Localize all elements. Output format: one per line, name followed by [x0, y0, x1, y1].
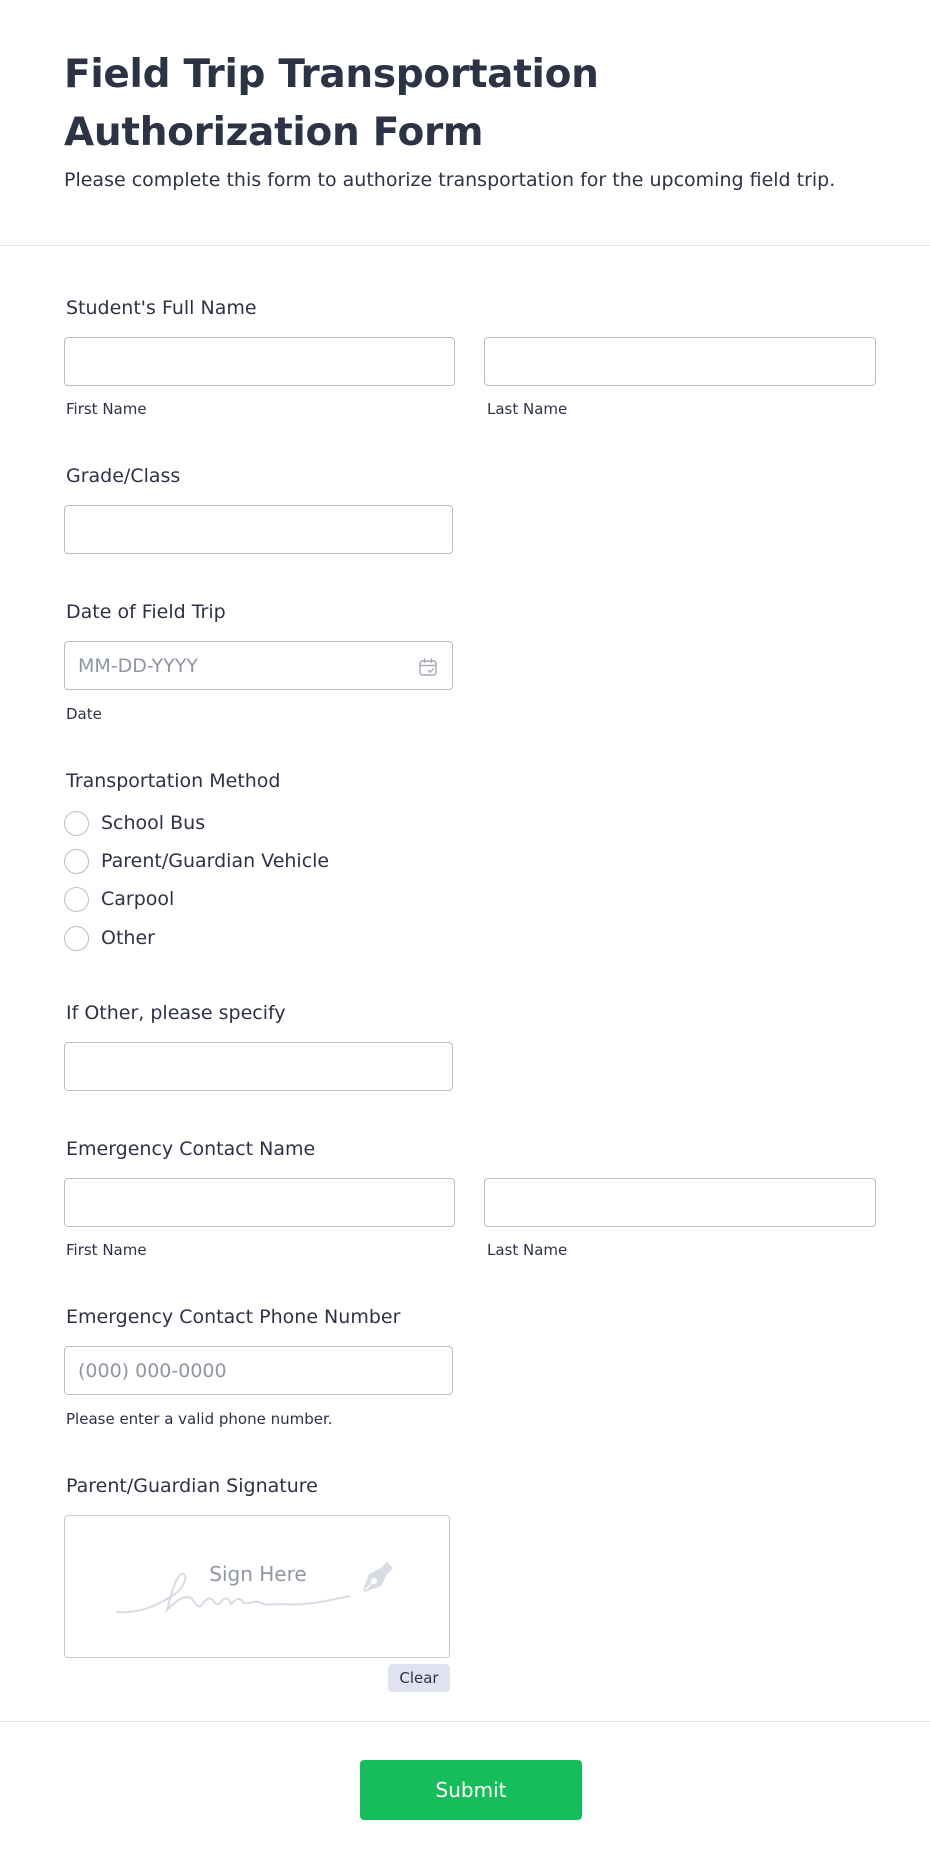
radio-button[interactable] — [64, 849, 89, 874]
radio-option-label: School Bus — [101, 812, 206, 834]
radio-button[interactable] — [64, 811, 89, 836]
form-title: Field Trip Transportation Authorization Form — [64, 52, 599, 155]
signature-pad[interactable] — [64, 1515, 450, 1658]
sign-here-prompt: Sign Here — [209, 1562, 307, 1586]
grade-class-label: Grade/Class — [66, 465, 181, 487]
calendar-icon[interactable] — [418, 657, 438, 677]
other-specify-label: If Other, please specify — [66, 1002, 286, 1024]
student-first-name-input[interactable] — [64, 337, 455, 386]
radio-option-label: Carpool — [101, 888, 175, 910]
footer-divider — [0, 1721, 930, 1722]
emergency-first-name-sublabel: First Name — [66, 1241, 147, 1259]
radio-option-other[interactable] — [64, 924, 155, 952]
phone-hint-text: Please enter a valid phone number. — [66, 1410, 333, 1428]
trip-date-label: Date of Field Trip — [66, 601, 226, 623]
submit-button[interactable]: Submit — [360, 1760, 582, 1820]
student-name-label: Student's Full Name — [66, 297, 257, 319]
radio-option-carpool[interactable] — [64, 885, 174, 913]
radio-option-label: Other — [101, 927, 155, 949]
emergency-phone-label: Emergency Contact Phone Number — [66, 1306, 401, 1328]
emergency-last-name-input[interactable] — [484, 1178, 876, 1227]
emergency-phone-input[interactable] — [64, 1346, 453, 1395]
emergency-contact-name-label: Emergency Contact Name — [66, 1138, 316, 1160]
student-first-name-sublabel: First Name — [66, 400, 147, 418]
transportation-method-label: Transportation Method — [66, 770, 281, 792]
radio-option-school-bus[interactable] — [64, 809, 205, 837]
signature-label: Parent/Guardian Signature — [66, 1475, 318, 1497]
trip-date-input[interactable] — [64, 641, 453, 690]
form-subtitle: Please complete this form to authorize transportation for the upcoming field trip. — [64, 169, 836, 191]
form-header — [0, 0, 930, 246]
emergency-last-name-sublabel: Last Name — [487, 1241, 568, 1259]
radio-option-label: Parent/Guardian Vehicle — [101, 850, 330, 872]
other-specify-input[interactable] — [64, 1042, 453, 1091]
trip-date-sublabel: Date — [66, 705, 102, 723]
grade-class-input[interactable] — [64, 505, 453, 554]
student-last-name-sublabel: Last Name — [487, 400, 568, 418]
radio-button[interactable] — [64, 926, 89, 951]
radio-option-parent-vehicle[interactable] — [64, 847, 329, 875]
pen-nib-icon — [355, 1556, 399, 1600]
emergency-first-name-input[interactable] — [64, 1178, 455, 1227]
student-last-name-input[interactable] — [484, 337, 876, 386]
radio-button[interactable] — [64, 887, 89, 912]
clear-signature-button[interactable]: Clear — [388, 1664, 450, 1692]
